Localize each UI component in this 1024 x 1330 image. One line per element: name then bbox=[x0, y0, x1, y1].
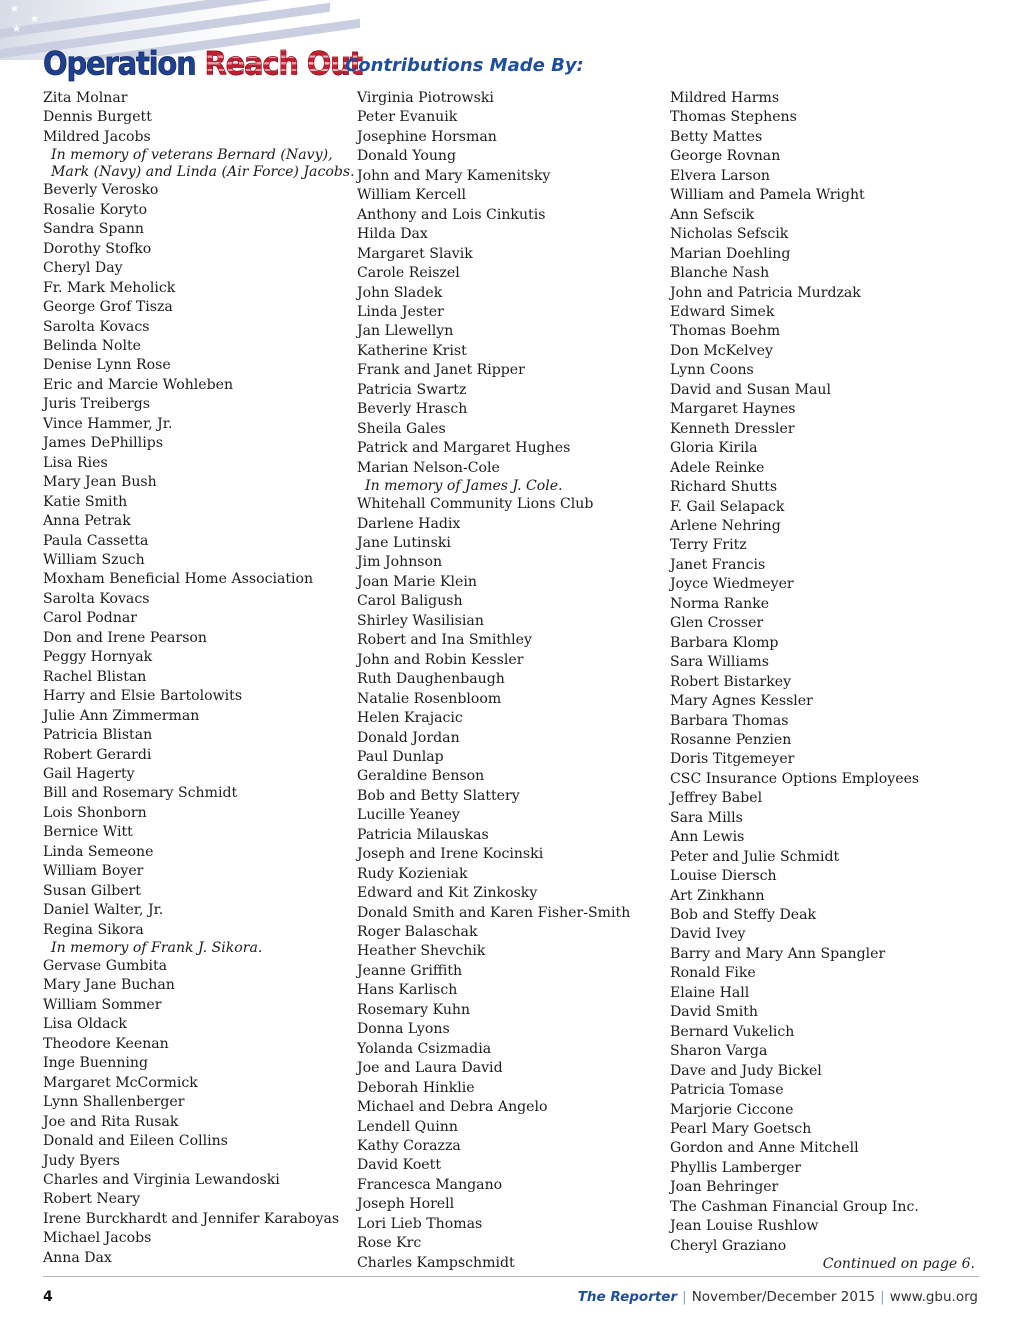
contributor-name: Katherine Krist bbox=[357, 342, 467, 359]
contributor-name: Jan Llewellyn bbox=[357, 323, 454, 340]
contributor-name: The Cashman Financial Group Inc. bbox=[670, 1198, 919, 1215]
contributor-name: William Szuch bbox=[43, 551, 145, 568]
contributor-name: Patricia Swartz bbox=[357, 381, 467, 398]
contributor-name: CSC Insurance Options Employees bbox=[670, 770, 920, 787]
contributor-name: Gervase Gumbita bbox=[43, 958, 168, 975]
contributor-name: Dorothy Stofko bbox=[43, 240, 152, 257]
contributor-name: Deborah Hinklie bbox=[357, 1079, 475, 1096]
contributor-name: Patricia Milauskas bbox=[357, 826, 489, 843]
contributor-name: David Koett bbox=[357, 1157, 441, 1174]
contributor-name: Terry Fritz bbox=[670, 537, 747, 554]
contributor-name: Virginia Piotrowski bbox=[357, 90, 494, 106]
contributor-name: Judy Byers bbox=[43, 1152, 120, 1169]
contributor-name: F. Gail Selapack bbox=[670, 498, 785, 515]
contributor-name: Don McKelvey bbox=[670, 342, 773, 359]
contributor-name: Bob and Betty Slattery bbox=[357, 787, 520, 804]
contributor-name: Mary Agnes Kessler bbox=[670, 693, 813, 710]
contributor-name: Robert and Ina Smithley bbox=[357, 632, 532, 649]
contributor-name: Helen Krajacic bbox=[357, 710, 463, 727]
contributor-name: Barbara Thomas bbox=[670, 712, 789, 729]
contributor-name: Barry and Mary Ann Spangler bbox=[670, 945, 886, 962]
contributor-name: Regina Sikora bbox=[43, 921, 144, 938]
contributor-name: Ruth Daughenbaugh bbox=[357, 671, 505, 688]
contributor-name: Doris Titgemeyer bbox=[670, 751, 795, 768]
contributors-column-2 bbox=[357, 89, 667, 1273]
contributor-name: Natalie Rosenbloom bbox=[357, 690, 502, 707]
contributor-name: Don and Irene Pearson bbox=[43, 629, 207, 646]
contributor-name: Linda Semeone bbox=[43, 843, 154, 860]
contributor-name: Rosalie Koryto bbox=[43, 201, 148, 218]
contributor-name: Hans Karlisch bbox=[357, 982, 458, 999]
contributor-name: Margaret McCormick bbox=[43, 1074, 198, 1091]
contributor-name: Michael Jacobs bbox=[43, 1230, 152, 1247]
contributor-name: Nicholas Sefscik bbox=[670, 226, 789, 243]
contributor-name: Jane Lutinski bbox=[357, 534, 451, 551]
contributor-name: Anna Dax bbox=[43, 1249, 112, 1266]
contributor-name: Paula Cassetta bbox=[43, 532, 149, 549]
contributor-name: Sarolta Kovacs bbox=[43, 318, 150, 335]
contributor-name: Jean Louise Rushlow bbox=[670, 1218, 819, 1235]
contributor-name: Gordon and Anne Mitchell bbox=[670, 1140, 859, 1157]
contributor-name: Elaine Hall bbox=[670, 984, 750, 1001]
contributor-name: Thomas Stephens bbox=[670, 109, 797, 126]
contributor-name: Lendell Quinn bbox=[357, 1118, 458, 1135]
contributor-name: Edward and Kit Zinkosky bbox=[357, 885, 538, 902]
contributor-name: Margaret Haynes bbox=[670, 401, 796, 418]
contributor-name: Marjorie Ciccone bbox=[670, 1101, 794, 1118]
contributor-name: Donald Smith and Karen Fisher-Smith bbox=[357, 904, 631, 921]
contributor-name: Barbara Klomp bbox=[670, 634, 779, 651]
contributor-name: Carol Podnar bbox=[43, 610, 138, 627]
contributor-name: Katie Smith bbox=[43, 493, 128, 510]
contributor-name: Bernice Witt bbox=[43, 824, 133, 841]
contributor-name: Rachel Blistan bbox=[43, 668, 147, 685]
contributor-name: Art Zinkhann bbox=[670, 887, 765, 904]
contributor-name: Linda Jester bbox=[357, 303, 444, 320]
footer-separator: | bbox=[880, 1289, 885, 1305]
contributor-name: Zita Molnar bbox=[43, 90, 128, 106]
contributor-name: Adele Reinke bbox=[670, 459, 765, 476]
contributor-name: Michael and Debra Angelo bbox=[357, 1099, 548, 1116]
contributor-name: Patricia Tomase bbox=[670, 1082, 784, 1099]
contributor-name: Donna Lyons bbox=[357, 1021, 450, 1038]
contributor-name: Mildred Jacobs bbox=[43, 128, 151, 145]
contributor-name: Richard Shutts bbox=[670, 479, 778, 496]
contributor-name: Carole Reiszel bbox=[357, 265, 460, 282]
contributor-name: Carol Baligush bbox=[357, 593, 463, 610]
contributor-name: Lynn Coons bbox=[670, 362, 754, 379]
contributor-name: Lynn Shallenberger bbox=[43, 1094, 185, 1111]
contributor-name: Rudy Kozieniak bbox=[357, 865, 468, 882]
contributor-name: Geraldine Benson bbox=[357, 768, 485, 785]
issue-date: November/December 2015 bbox=[691, 1289, 876, 1305]
contributor-name: Eric and Marcie Wohleben bbox=[43, 376, 234, 393]
contributor-name: Thomas Boehm bbox=[670, 323, 781, 340]
contributor-name: Joseph and Irene Kocinski bbox=[357, 846, 544, 863]
contributor-name: Daniel Walter, Jr. bbox=[43, 902, 164, 919]
contributor-name: Darlene Hadix bbox=[357, 515, 461, 532]
contributor-name: Joyce Wiedmeyer bbox=[670, 576, 794, 593]
memorial-note: Mark (Navy) and Linda (Air Force) Jacobs. bbox=[51, 164, 355, 181]
contributor-name: William Sommer bbox=[43, 996, 162, 1013]
contributor-name: Jeffrey Babel bbox=[670, 790, 763, 807]
title-word-operation: Operation bbox=[43, 44, 196, 82]
contributor-name: William Boyer bbox=[43, 863, 144, 880]
contributor-name: Fr. Mark Meholick bbox=[43, 279, 176, 296]
contributor-name: Marian Doehling bbox=[670, 245, 791, 262]
contributor-name: Vince Hammer, Jr. bbox=[43, 415, 173, 432]
contributor-name: Roger Balaschak bbox=[357, 924, 478, 941]
contributor-name: Juris Treibergs bbox=[43, 396, 151, 413]
contributor-name: Mary Jean Bush bbox=[43, 474, 157, 491]
contributor-name: James DePhillips bbox=[43, 435, 163, 452]
contributor-name: Harry and Elsie Bartolowits bbox=[43, 688, 243, 705]
contributor-name: Bernard Vukelich bbox=[670, 1023, 795, 1040]
contributor-name: Lucille Yeaney bbox=[357, 807, 460, 824]
memorial-note: In memory of James J. Cole. bbox=[365, 478, 563, 495]
memorial-note: In memory of veterans Bernard (Navy), bbox=[51, 147, 333, 164]
contributor-name: Joan Marie Klein bbox=[357, 573, 477, 590]
contributor-name: Joe and Laura David bbox=[357, 1060, 503, 1077]
contributor-name: Patrick and Margaret Hughes bbox=[357, 440, 571, 457]
contributor-name: Louise Diersch bbox=[670, 868, 777, 885]
contributor-name: William Kercell bbox=[357, 187, 466, 204]
contributor-name: Anthony and Lois Cinkutis bbox=[357, 206, 546, 223]
contributor-name: Pearl Mary Goetsch bbox=[670, 1121, 812, 1138]
contributor-name: Peter and Julie Schmidt bbox=[670, 848, 840, 865]
memorial-note: In memory of Frank J. Sikora. bbox=[51, 940, 263, 957]
contributor-name: Cheryl Graziano bbox=[670, 1237, 787, 1254]
contributor-name: Sandra Spann bbox=[43, 221, 145, 238]
contributor-name: Rosanne Penzien bbox=[670, 731, 792, 748]
contributor-name: Phyllis Lamberger bbox=[670, 1159, 802, 1176]
contributors-column-3 bbox=[670, 89, 980, 1256]
contributor-name: Edward Simek bbox=[670, 303, 775, 320]
contributor-name: Whitehall Community Lions Club bbox=[357, 496, 594, 513]
masthead bbox=[43, 42, 362, 82]
contributor-name: Shirley Wasilisian bbox=[357, 612, 484, 629]
contributor-name: David Smith bbox=[670, 1004, 758, 1021]
footer-divider bbox=[43, 1276, 979, 1277]
contributor-name: William and Pamela Wright bbox=[670, 187, 865, 204]
contributor-name: Anna Petrak bbox=[43, 513, 131, 530]
star-icon: ★ bbox=[30, 14, 39, 25]
contributor-name: Robert Gerardi bbox=[43, 746, 152, 763]
contributor-name: Bill and Rosemary Schmidt bbox=[43, 785, 238, 802]
contributor-name: John Sladek bbox=[357, 284, 443, 301]
section-subtitle: Contributions Made By: bbox=[345, 55, 584, 76]
page-title bbox=[43, 45, 362, 82]
contributor-name: Yolanda Csizmadia bbox=[357, 1040, 492, 1057]
contributor-name: Dennis Burgett bbox=[43, 109, 152, 126]
contributor-name: Kathy Corazza bbox=[357, 1138, 461, 1155]
title-word-out: Out bbox=[306, 44, 363, 82]
contributor-name: Janet Francis bbox=[670, 556, 766, 573]
contributor-name: Sharon Varga bbox=[670, 1043, 768, 1060]
contributor-name: Jeanne Griffith bbox=[357, 962, 463, 979]
contributor-name: Joseph Horell bbox=[357, 1196, 455, 1213]
contributor-name: Patricia Blistan bbox=[43, 727, 153, 744]
contributor-name: Beverly Verosko bbox=[43, 182, 159, 199]
contributor-name: Donald Jordan bbox=[357, 729, 460, 746]
contributor-name: Belinda Nolte bbox=[43, 337, 142, 354]
contributor-name: Norma Ranke bbox=[670, 595, 770, 612]
contributor-name: Frank and Janet Ripper bbox=[357, 362, 525, 379]
contributor-name: Charles Kampschmidt bbox=[357, 1254, 515, 1271]
contributor-name: Blanche Nash bbox=[670, 265, 770, 282]
contributor-name: John and Mary Kamenitsky bbox=[357, 167, 551, 184]
contributor-name: Paul Dunlap bbox=[357, 748, 444, 765]
contributor-name: Sarolta Kovacs bbox=[43, 590, 150, 607]
contributor-name: Julie Ann Zimmerman bbox=[43, 707, 200, 724]
contributor-name: Ronald Fike bbox=[670, 965, 756, 982]
contributor-name: Irene Burckhardt and Jennifer Karaboyas bbox=[43, 1210, 340, 1227]
contributor-name: Donald Young bbox=[357, 148, 457, 165]
contributor-name: Susan Gilbert bbox=[43, 882, 141, 899]
contributor-name: Rosemary Kuhn bbox=[357, 1001, 471, 1018]
contributor-name: Cheryl Day bbox=[43, 260, 123, 277]
contributor-name: Kenneth Dressler bbox=[670, 420, 795, 437]
contributor-name: Josephine Horsman bbox=[357, 128, 497, 145]
footer-separator: | bbox=[682, 1289, 687, 1305]
star-icon: ★ bbox=[10, 4, 19, 15]
publication-name: The Reporter bbox=[577, 1289, 678, 1305]
contributor-name: Ann Lewis bbox=[670, 829, 745, 846]
contributor-name: John and Robin Kessler bbox=[357, 651, 524, 668]
contributor-name: Theodore Keenan bbox=[43, 1035, 169, 1052]
contributor-name: Joe and Rita Rusak bbox=[43, 1113, 179, 1130]
contributor-name: Dave and Judy Bickel bbox=[670, 1062, 822, 1079]
contributor-name: Gail Hagerty bbox=[43, 765, 135, 782]
contributor-name: George Rovnan bbox=[670, 148, 781, 165]
contributor-name: Robert Bistarkey bbox=[670, 673, 792, 690]
contributors-column-1 bbox=[43, 89, 353, 1268]
contributor-name: Mildred Harms bbox=[670, 90, 780, 106]
contributor-name: Denise Lynn Rose bbox=[43, 357, 171, 374]
contributor-name: Mary Jane Buchan bbox=[43, 977, 175, 994]
contributor-name: Charles and Virginia Lewandoski bbox=[43, 1172, 280, 1189]
contributor-name: Joan Behringer bbox=[670, 1179, 779, 1196]
contributor-name: Peter Evanuik bbox=[357, 109, 458, 126]
contributor-name: Bob and Steffy Deak bbox=[670, 907, 817, 924]
contributor-name: Jim Johnson bbox=[357, 554, 443, 571]
contributor-name: Inge Buenning bbox=[43, 1055, 149, 1072]
contributor-name: Sheila Gales bbox=[357, 420, 446, 437]
contributor-name: Arlene Nehring bbox=[670, 517, 781, 534]
contributor-name: David Ivey bbox=[670, 926, 746, 943]
contributor-name: Lisa Oldack bbox=[43, 1016, 127, 1033]
contributor-name: Glen Crosser bbox=[670, 615, 764, 632]
website-link[interactable]: www.gbu.org bbox=[889, 1289, 978, 1305]
contributor-name: Sara Mills bbox=[670, 809, 743, 826]
contributor-name: Peggy Hornyak bbox=[43, 649, 153, 666]
contributor-name: Beverly Hrasch bbox=[357, 401, 468, 418]
contributor-name: Moxham Beneficial Home Association bbox=[43, 571, 314, 588]
contributor-name: Marian Nelson-Cole bbox=[357, 459, 500, 476]
contributor-name: David and Susan Maul bbox=[670, 381, 831, 398]
contributor-name: Francesca Mangano bbox=[357, 1176, 503, 1193]
star-icon: ★ bbox=[12, 24, 21, 35]
page-footer bbox=[578, 1289, 978, 1305]
contributor-name: Elvera Larson bbox=[670, 167, 771, 184]
contributor-name: Betty Mattes bbox=[670, 128, 763, 145]
contributor-name: Rose Krc bbox=[357, 1235, 422, 1252]
contributor-name: Margaret Slavik bbox=[357, 245, 473, 262]
contributor-name: Lori Lieb Thomas bbox=[357, 1215, 483, 1232]
contributor-name: Hilda Dax bbox=[357, 226, 428, 243]
contributor-name: Lois Shonborn bbox=[43, 804, 147, 821]
contributor-name: Gloria Kirila bbox=[670, 440, 758, 457]
contributor-name: Lisa Ries bbox=[43, 454, 108, 471]
contributor-name: John and Patricia Murdzak bbox=[670, 284, 861, 301]
contributor-name: Heather Shevchik bbox=[357, 943, 486, 960]
continued-note: Continued on page 6. bbox=[822, 1256, 975, 1272]
contributor-name: Ann Sefscik bbox=[670, 206, 755, 223]
contributor-name: George Grof Tisza bbox=[43, 299, 173, 316]
contributor-name: Sara Williams bbox=[670, 654, 769, 671]
title-word-reach: Reach bbox=[204, 44, 298, 82]
contributor-name: Robert Neary bbox=[43, 1191, 141, 1208]
contributor-name: Donald and Eileen Collins bbox=[43, 1133, 228, 1150]
page-number: 4 bbox=[43, 1289, 53, 1305]
